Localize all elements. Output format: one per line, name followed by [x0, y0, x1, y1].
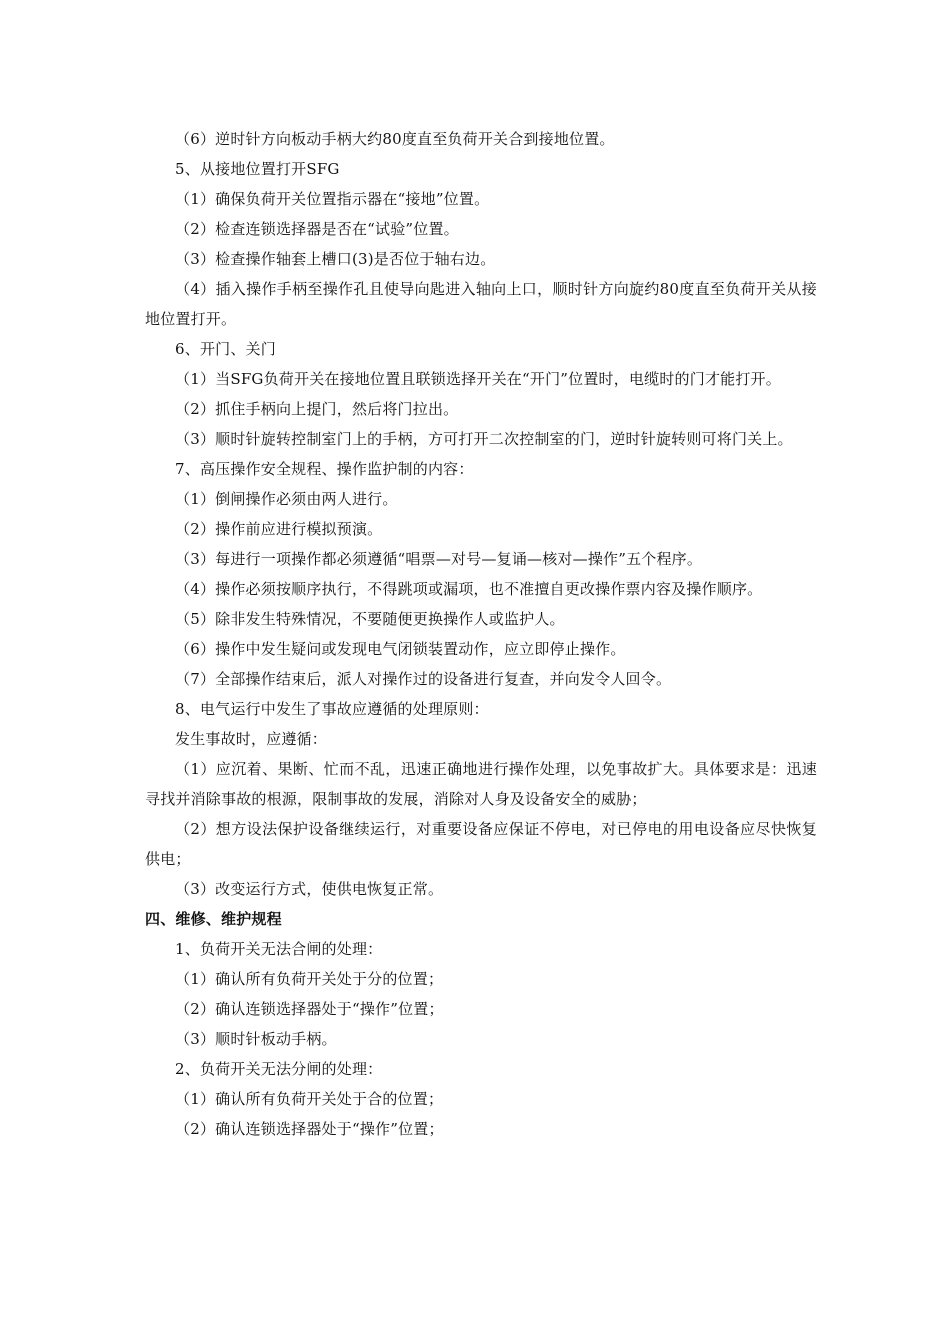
paragraph: （2）操作前应进行模拟预演。	[175, 520, 383, 538]
section-heading: 6、开门、关门	[175, 340, 276, 358]
section-heading: 7、高压操作安全规程、操作监护制的内容：	[175, 460, 474, 478]
chapter-heading: 四、维修、维护规程	[145, 910, 282, 928]
paragraph: （4）插入操作手柄至操作孔且使导向匙进入轴向上口，顺时针方向旋约80度直至负荷开关从接地位置打开。	[145, 280, 817, 328]
paragraph: （1）倒闸操作必须由两人进行。	[175, 490, 398, 508]
section-heading: 2、负荷开关无法分闸的处理：	[175, 1060, 383, 1078]
section-heading: 5、从接地位置打开SFG	[175, 160, 340, 178]
paragraph: （3）每进行一项操作都必须遵循“唱票—对号—复诵—核对—操作”五个程序。	[175, 550, 703, 568]
paragraph: （2）抓住手柄向上提门，然后将门拉出。	[175, 400, 459, 418]
paragraph: （5）除非发生特殊情况，不要随便更换操作人或监护人。	[175, 610, 565, 628]
paragraph: （1）确保负荷开关位置指示器在“接地”位置。	[175, 190, 490, 208]
paragraph: （1）确认所有负荷开关处于合的位置；	[175, 1090, 444, 1108]
document-body	[145, 124, 817, 1144]
section-heading: 8、电气运行中发生了事故应遵循的处理原则：	[175, 700, 489, 718]
paragraph: （2）想方设法保护设备继续运行，对重要设备应保证不停电，对已停电的用电设备应尽快恢复供电；	[145, 820, 817, 868]
paragraph: （1）当SFG负荷开关在接地位置且联锁选择开关在“开门”位置时，电缆时的门才能打开。	[175, 370, 781, 388]
paragraph: （2）确认连锁选择器处于“操作”位置；	[175, 1120, 444, 1138]
paragraph: （4）操作必须按顺序执行，不得跳项或漏项，也不准擅自更改操作票内容及操作顺序。	[175, 580, 763, 598]
paragraph: （2）检查连锁选择器是否在“试验”位置。	[175, 220, 459, 238]
paragraph: （3）改变运行方式，使供电恢复正常。	[175, 880, 444, 898]
paragraph: （3）检查操作轴套上槽口(3)是否位于轴右边。	[175, 250, 496, 268]
section-heading: 1、负荷开关无法合闸的处理：	[175, 940, 383, 958]
paragraph: （6）操作中发生疑问或发现电气闭锁装置动作，应立即停止操作。	[175, 640, 626, 658]
paragraph: （1）确认所有负荷开关处于分的位置；	[175, 970, 444, 988]
paragraph: （7）全部操作结束后，派人对操作过的设备进行复查，并向发令人回令。	[175, 670, 672, 688]
paragraph: 发生事故时，应遵循：	[175, 730, 328, 748]
paragraph: （3）顺时针板动手柄。	[175, 1030, 337, 1048]
paragraph: （1）应沉着、果断、忙而不乱，迅速正确地进行操作处理，以免事故扩大。具体要求是：迅速寻找并消除事故的根源，限制事故的发展，消除对人身及设备安全的威胁；	[145, 760, 817, 808]
paragraph: （2）确认连锁选择器处于“操作”位置；	[175, 1000, 444, 1018]
paragraph: （6）逆时针方向板动手柄大约80度直至负荷开关合到接地位置。	[175, 130, 615, 148]
paragraph: （3）顺时针旋转控制室门上的手柄，方可打开二次控制室的门，逆时针旋转则可将门关上。	[175, 430, 793, 448]
